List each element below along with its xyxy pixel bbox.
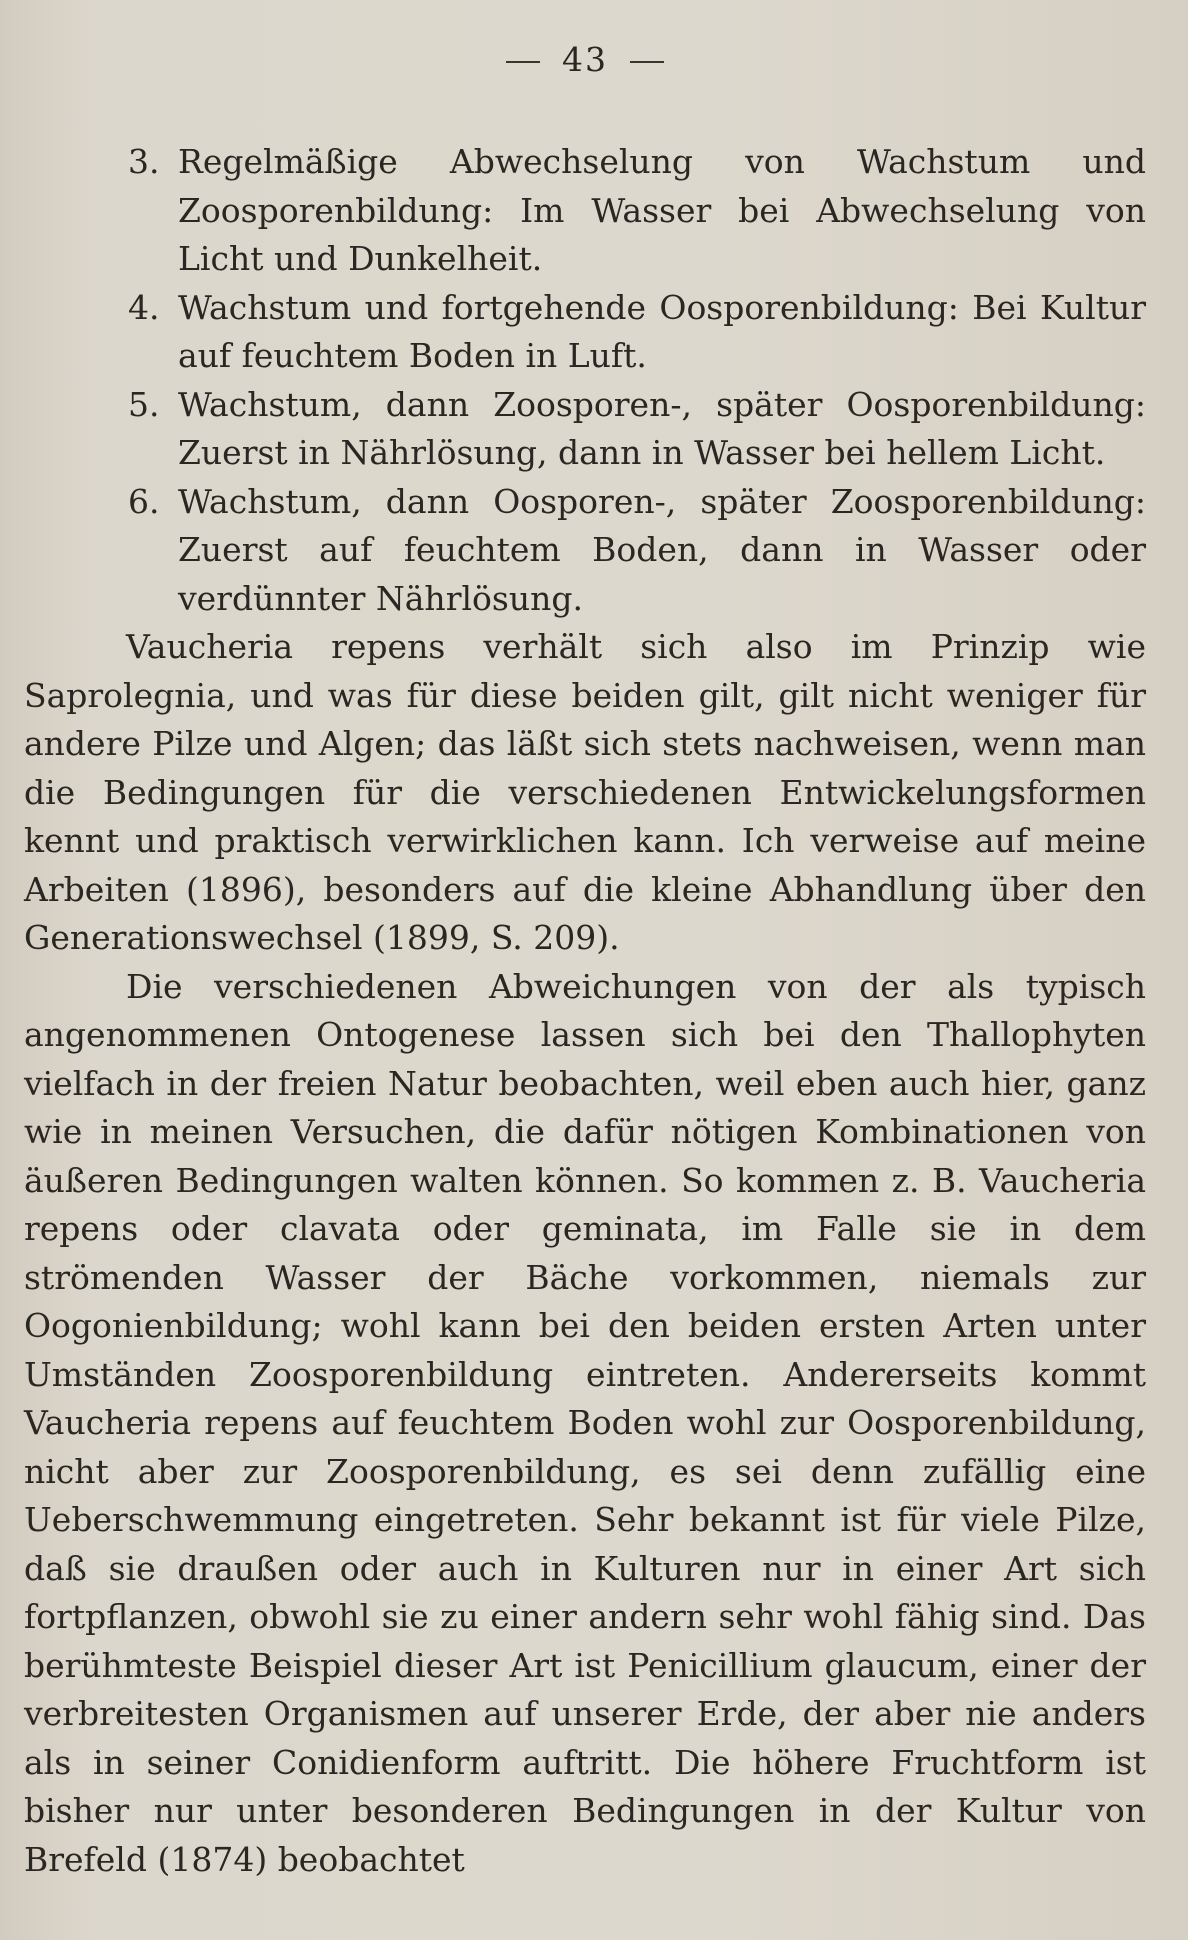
body-paragraph: Die verschiedenen Abweichungen von der als typisch angenommenen Ontogenese lassen sich bei den Thallophyten vielfach in der freien Natur beobachten, weil eben auch hier, ganz wie in meinen Versuchen, die dafür nötigen Kombinationen von äußeren Bedingungen walten können. So kommen z. B. Vaucheria repens oder clavata oder geminata, im Falle sie in dem strömenden Wasser der Bäche vorkommen, niemals zur Oogonienbildung; wohl kann bei den beiden ersten Arten unter Umständen Zoosporenbildung eintreten. Andererseits kommt Vaucheria repens auf feuchtem Boden wohl zur Oosporenbildung, nicht aber zur Zoosporenbildung, es sei denn zufällig eine Ueberschwemmung eingetreten. Sehr bekannt ist für viele Pilze, daß sie draußen oder auch in Kulturen nur in einer Art sich fortpflanzen, obwohl sie zu einer andern sehr wohl fähig sind. Das berühmteste Beispiel dieser Art ist Penicillium glaucum, einer der verbreitesten Organismen auf unserer Erde, der aber nie anders als in seiner Conidienform auftritt. Die höhere Fruchtform ist bisher nur unter besonderen Bedingungen in der Kultur von Brefeld (1874) beobachtet — [24, 966, 1146, 1879]
page-header — [24, 40, 1146, 92]
body-paragraph: Vaucheria repens verhält sich also im Prinzip wie Saprolegnia, und was für diese beiden gilt, gilt nicht weniger für andere Pilze und Algen; das läßt sich stets nachweisen, wenn man die Bedingungen für die verschiedenen Entwickelungsformen kennt und praktisch verwirklichen kann. Ich verweise auf meine Arbeiten (1896), besonders auf die kleine Abhandlung über den Generationswechsel (1899, S. 209). — [24, 627, 1146, 957]
list-item — [24, 138, 1146, 284]
list-item — [24, 284, 1146, 381]
list-item-text: Regelmäßige Abwechselung von Wachstum und Zoosporenbildung: Im Wasser bei Abwechselung von Licht und Dunkelheit. — [178, 142, 1146, 278]
list-item — [24, 381, 1146, 478]
page-number: 43 — [562, 40, 608, 79]
list-item — [24, 478, 1146, 624]
list-item-number: 4. — [128, 287, 160, 327]
list-item-number: 3. — [128, 142, 160, 181]
list-item-number: 5. — [128, 384, 160, 424]
list-item-text: Wachstum und fortgehende Oosporenbildung: Bei Kultur auf feuchtem Boden in Luft. — [178, 287, 1146, 375]
list-item-text: Wachstum, dann Zoosporen-, später Oosporenbildung: Zuerst in Nährlösung, dann in Wasser bei hellem Licht. — [178, 384, 1146, 472]
list-item-text: Wachstum, dann Oosporen-, später Zoosporenbildung: Zuerst auf feuchtem Boden, dann in Wasser oder verdünnter Nährlösung. — [178, 481, 1146, 618]
list-item-number: 6. — [128, 481, 160, 521]
header-dash-left — [506, 61, 540, 63]
header-dash-right — [630, 61, 664, 63]
